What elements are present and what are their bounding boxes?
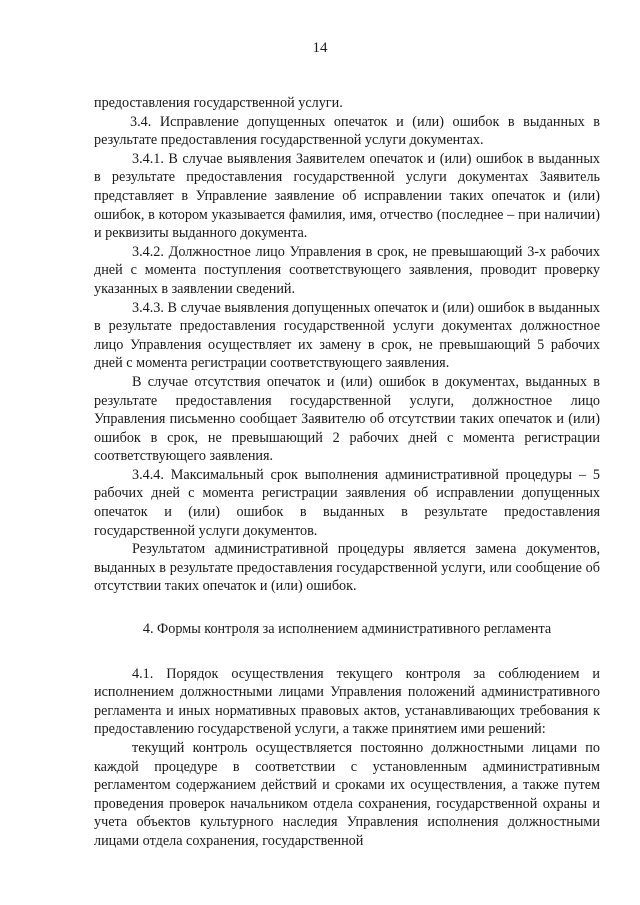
paragraph-no-errors: В случае отсутствия опечаток и (или) ошибок в документах, выданных в результате предоставления государственной услуги, должностное лицо Управления письменно сообщает Заявителю об отсутствии таких опечаток и (или) ошибок в срок, не превышающий 2 рабочих дней с момента регистрации соответствующего заявления. xyxy=(94,373,600,465)
paragraph-3-4-4: 3.4.4. Максимальный срок выполнения административной процедуры – 5 рабочих дней с момента регистрации заявления об исправлении допущенных опечаток и (или) ошибок в выданных в результате предоставления государственной услуги документов. xyxy=(94,466,600,539)
paragraph-3-4-1: 3.4.1. В случае выявления Заявителем опечаток и (или) ошибок в выданных в результате предоставления государственной услуги документах Заявитель представляет в Управление заявление об исправлении таких опечаток и (или) ошибок, в котором указывается фамилия, имя, отчество (последнее – при наличии) и реквизиты выданного документа. xyxy=(94,150,600,242)
paragraph-result: Результатом административной процедуры является замена документов, выданных в результате предоставления государственной услуги, или сообщение об отсутствии таких опечаток и (или) ошибок. xyxy=(94,541,600,595)
paragraph-current-control: текущий контроль осуществляется постоянно должностными лицами по каждой процедуре в соответствии с установленным административным регламентом содержанием действий и сроками их осуществления, а также путем проведения проверок начальником отдела сохранения, государственной охраны и учета объектов культурного наследия Управления исполнения должностными лицами отдела сохранения, государственной xyxy=(94,740,600,849)
paragraph-continuation: предоставления государственной услуги. xyxy=(94,95,343,111)
page-number: 14 xyxy=(312,40,328,56)
paragraph-3-4-3: 3.4.3. В случае выявления допущенных опечаток и (или) ошибок в выданных в результате предоставления государственной услуги документах должностное лицо Управления осуществляет их замену в срок, не превышающий 5 рабочих дней с момента регистрации соответствующего заявления. xyxy=(94,299,600,372)
paragraph-4-1: 4.1. Порядок осуществления текущего контроля за соблюдением и исполнением должностными лицами Управления положений административного регламента и иных нормативных правовых актов, устанавливающих требования к предоставлению государственой услуги, а также принятием ими решений: xyxy=(94,665,600,738)
paragraph-3-4-2: 3.4.2. Должностное лицо Управления в срок, не превышающий 3-х рабочих дней с момента поступления соответствующего заявления, проводит проверку указанных в заявлении сведений. xyxy=(94,243,600,297)
document-body xyxy=(94,94,600,851)
section-heading: 4. Формы контроля за исполнением административного регламента xyxy=(142,621,552,638)
paragraph-3-4: 3.4. Исправление допущенных опечаток и (или) ошибок в выданных в результате предоставления государственной услуги документах. xyxy=(94,113,600,149)
